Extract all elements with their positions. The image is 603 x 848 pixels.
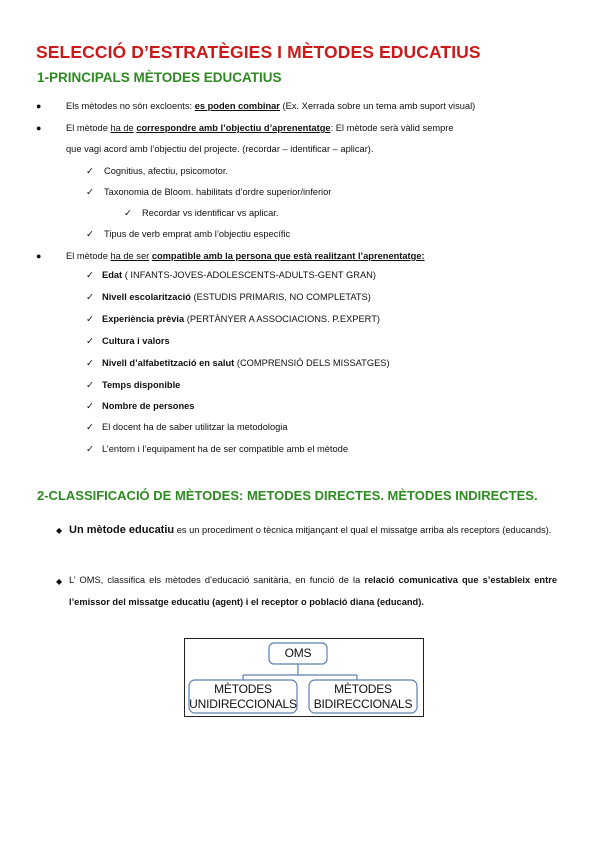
- bullet-underline: ha de: [110, 123, 134, 133]
- check-icon: ✓: [86, 187, 94, 198]
- check-rest: (COMPRENSIÓ DELS MISSATGES): [234, 358, 390, 368]
- check-item: [102, 357, 390, 370]
- check-icon: ✓: [86, 422, 94, 433]
- check-icon: ✓: [86, 444, 94, 455]
- check-icon: ✓: [86, 229, 94, 240]
- check-icon: ✓: [124, 208, 132, 219]
- check-rest: (PERTÀNYER A ASSOCIACIONS. P.EXPERT): [184, 314, 380, 324]
- check-icon: ✓: [86, 166, 94, 177]
- check-bold: Cultura i valors: [102, 336, 170, 346]
- check-rest: ( INFANTS-JOVES-ADOLESCENTS-ADULTS-GENT GRAN): [122, 270, 376, 280]
- check-item: [102, 269, 376, 282]
- bullet-continuation: que vagi acord amb l’objectiu del projecte. (recordar – identificar – aplicar).: [66, 144, 374, 154]
- paragraph-text: L’ OMS, classifica els mètodes d’educació sanitària, en funció de la: [69, 575, 365, 585]
- check-bold: Nivell d’alfabetització en salut: [102, 358, 235, 368]
- check-icon: ✓: [86, 292, 94, 303]
- check-item: [102, 291, 371, 304]
- bullet-strong: es poden combinar: [194, 101, 280, 111]
- section-heading-classificacio: 2-CLASSIFICACIÓ DE MÈTODES: METODES DIRECTES. MÈTODES INDIRECTES.: [37, 488, 538, 503]
- check-item: Cognitius, afectiu, psicomotor.: [104, 166, 229, 176]
- diamond-bullet-icon: ◆: [56, 526, 63, 535]
- check-item: [102, 421, 288, 434]
- check-bold: Nombre de persones: [102, 401, 195, 411]
- bullet-text: : El mètode serà vàlid sempre: [330, 123, 454, 133]
- diagram-right-line1: MÈTODES: [334, 682, 392, 696]
- diamond-bullet-icon: ◆: [56, 577, 63, 586]
- bullet-combinar: [66, 100, 475, 113]
- paragraph-oms: [69, 569, 557, 613]
- bullet-compatible: [66, 250, 425, 263]
- check-item: [102, 313, 380, 326]
- bullet-text: El mètode: [66, 123, 111, 133]
- bullet-dot: ●: [36, 101, 42, 111]
- check-rest: (ESTUDIS PRIMARIS, NO COMPLETATS): [190, 292, 371, 302]
- check-bold: Temps disponible: [102, 380, 181, 390]
- check-bold: Experiència prèvia: [102, 314, 185, 324]
- check-item: [102, 400, 194, 413]
- check-icon: ✓: [86, 401, 94, 412]
- check-item: [102, 443, 348, 456]
- check-rest: El docent ha de saber utilitzar la metodologia: [102, 422, 288, 432]
- check-item: Taxonomia de Bloom. habilitats d’ordre superior/inferior: [104, 187, 332, 197]
- oms-classification-diagram: [184, 638, 424, 717]
- check-icon: ✓: [86, 336, 94, 347]
- check-icon: ✓: [86, 380, 94, 391]
- bullet-text: (Ex. Xerrada sobre un tema amb suport visual): [279, 101, 476, 111]
- bullet-text: El mètode: [66, 251, 111, 261]
- diagram-root-label: OMS: [284, 646, 312, 660]
- check-icon: ✓: [86, 270, 94, 281]
- bullet-correspondre: [66, 122, 454, 135]
- diagram-left-line1: MÈTODES: [214, 682, 272, 696]
- check-rest: L’entorn i l’equipament ha de ser compatible amb el mètode: [102, 444, 348, 454]
- bullet-underline: ha de ser: [110, 251, 150, 261]
- page-title: SELECCIÓ D’ESTRATÈGIES I MÈTODES EDUCATIUS: [36, 42, 481, 62]
- check-item: [102, 335, 170, 348]
- paragraph-text: es un procediment o tècnica mitjançant el qual el missatge arriba als receptors (educands).: [174, 525, 552, 535]
- diagram-left-label: [189, 682, 297, 712]
- paragraph-metode-educatiu: [69, 519, 557, 541]
- diagram-right-label: [309, 682, 417, 712]
- bullet-strong: compatible amb la persona que està realitzant l’aprenentatge:: [151, 251, 425, 261]
- check-item: Tipus de verb emprat amb l’objectiu específic: [104, 229, 291, 239]
- diagram-right-line2: BIDIRECCIONALS: [313, 697, 413, 711]
- section-heading-principals: 1-PRINCIPALS MÈTODES EDUCATIUS: [37, 70, 282, 85]
- paragraph-strong: relació comunicativa que s’estableix entre l’emissor del missatge educatiu (agent) i el receptor o població diana (educand).: [69, 575, 557, 607]
- paragraph-strong: Un mètode educatiu: [69, 524, 175, 536]
- check-bold: Nivell escolarització: [102, 292, 191, 302]
- bullet-dot: ●: [36, 251, 42, 261]
- check-subitem: Recordar vs identificar vs aplicar.: [142, 208, 279, 218]
- check-icon: ✓: [86, 358, 94, 369]
- bullet-dot: ●: [36, 123, 42, 133]
- diagram-left-line2: UNIDIRECCIONALS: [189, 697, 297, 711]
- check-icon: ✓: [86, 314, 94, 325]
- bullet-strong: correspondre amb l’objectiu d’aprenentatge: [136, 123, 331, 133]
- check-item: [102, 379, 180, 392]
- check-bold: Edat: [102, 270, 123, 280]
- bullet-text: Els mètodes no són excloents:: [66, 101, 195, 111]
